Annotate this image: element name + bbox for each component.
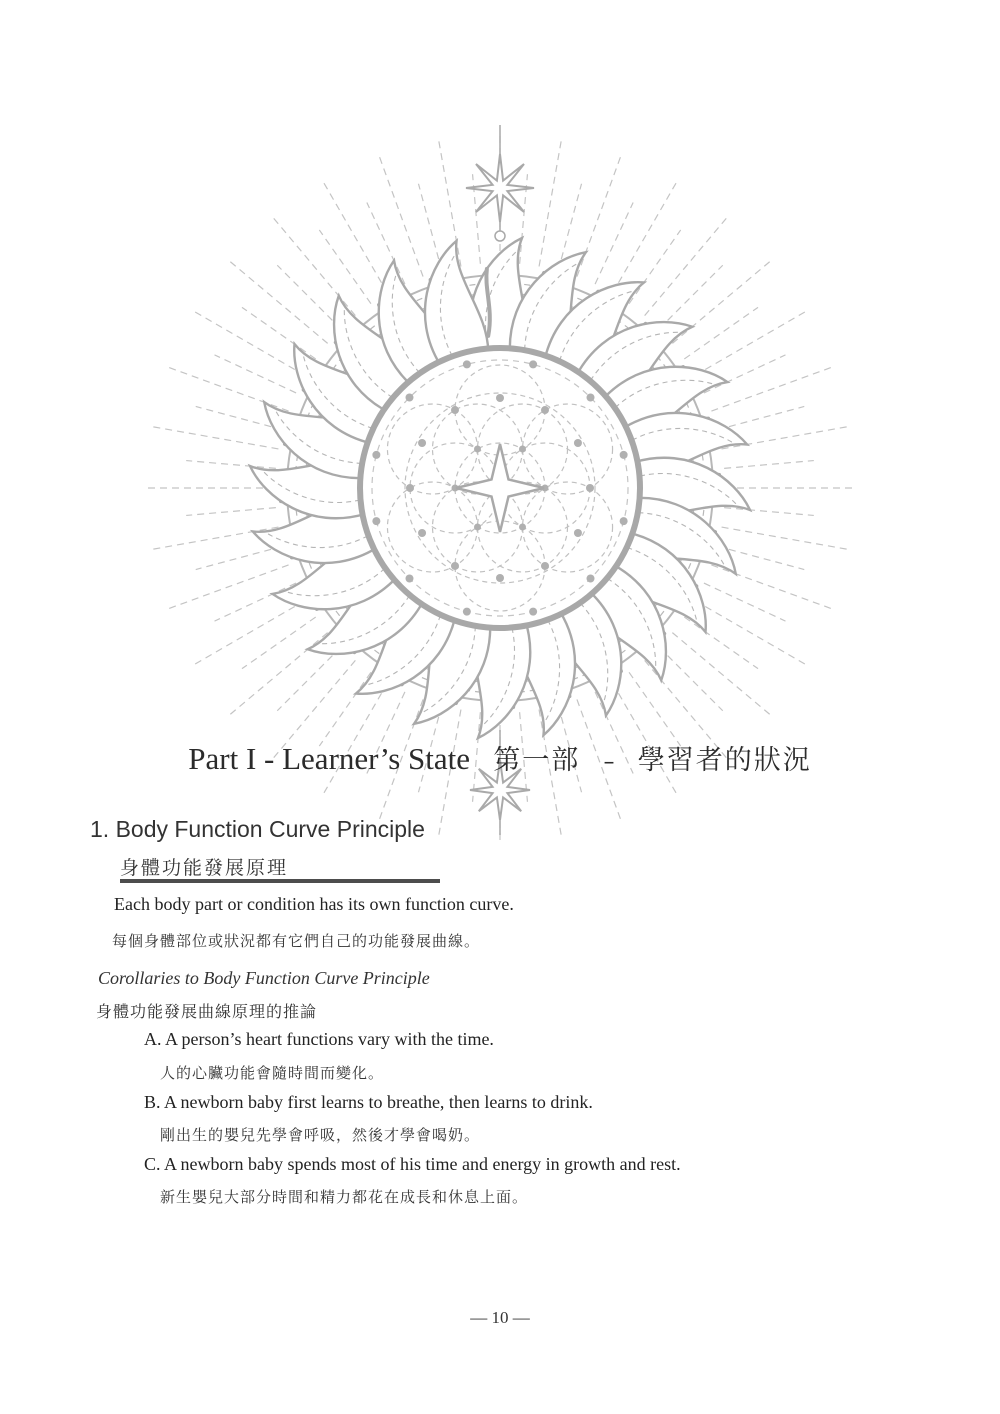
section-underline: [120, 879, 440, 883]
ray: [367, 203, 405, 285]
ray: [613, 181, 678, 294]
part-title-zh-part: 第一部: [493, 745, 581, 776]
ray: [319, 672, 371, 746]
ray: [215, 583, 297, 621]
ray: [704, 355, 786, 393]
ray: [323, 181, 388, 294]
ray: [695, 311, 808, 376]
ray: [193, 601, 306, 666]
ray: [722, 527, 850, 550]
ray: [228, 633, 328, 717]
ray: [166, 565, 288, 609]
ray: [166, 367, 288, 411]
ray: [379, 154, 423, 276]
ray: [695, 601, 808, 666]
ray: [645, 216, 729, 316]
ray: [684, 617, 758, 669]
ray: [704, 583, 786, 621]
corollary-c-zh: 新生嬰兒大部分時間和精力都花在成長和休息上面。: [160, 1188, 529, 1206]
ray: [319, 230, 371, 304]
corollary-a-zh: 人的心臟功能會隨時間而變化。: [160, 1064, 385, 1082]
part-title-zh: 學習者的狀況: [637, 745, 812, 776]
ray: [577, 154, 621, 276]
ray: [242, 307, 316, 359]
ray: [215, 355, 297, 393]
part-title-separator: –: [603, 750, 615, 775]
ray: [186, 508, 276, 516]
corollary-b-en: B. A newborn baby first learns to breathe, then learns to drink.: [144, 1092, 593, 1112]
principle-statement-en: Each body part or condition has its own function curve.: [114, 894, 514, 914]
ray: [150, 426, 278, 449]
ray: [717, 406, 804, 429]
ray: [242, 617, 316, 669]
ray: [711, 565, 833, 609]
ray: [228, 260, 328, 344]
ray: [418, 184, 441, 271]
ray: [629, 230, 681, 304]
corollary-b-zh: 剛出生的嬰兒先學會呼吸，然後才學會喝奶。: [160, 1126, 481, 1144]
star-icon: [466, 154, 534, 222]
part-title: [0, 738, 1000, 777]
section-title-zh: 身體功能發展原理: [120, 857, 289, 879]
ray: [724, 461, 814, 469]
ray: [684, 307, 758, 359]
ray: [277, 647, 341, 711]
ray: [659, 647, 723, 711]
corollary-a-en: A. A person’s heart functions vary with the time.: [144, 1029, 494, 1049]
ray: [724, 508, 814, 516]
ray: [277, 265, 341, 329]
ray: [672, 260, 772, 344]
ray: [672, 633, 772, 717]
ray: [272, 216, 356, 316]
corollaries-heading-zh: 身體功能發展曲線原理的推論: [96, 1002, 318, 1021]
ray: [659, 265, 723, 329]
page-number: — 10 —: [470, 1308, 530, 1327]
ray: [629, 672, 681, 746]
ray: [193, 311, 306, 376]
ray: [711, 367, 833, 411]
section-title: 1. Body Function Curve Principle: [90, 816, 425, 842]
principle-statement-zh: 每個身體部位或狀況都有它們自己的功能發展曲線。: [112, 932, 481, 950]
corollaries-heading-en: Corollaries to Body Function Curve Principle: [98, 968, 430, 988]
part-title-en: Part I - Learner’s State: [188, 741, 471, 776]
ray: [539, 138, 562, 266]
ray: [196, 546, 283, 569]
corollary-c-en: C. A newborn baby spends most of his time and energy in growth and rest.: [144, 1154, 681, 1174]
ray: [595, 203, 633, 285]
ray: [186, 461, 276, 469]
